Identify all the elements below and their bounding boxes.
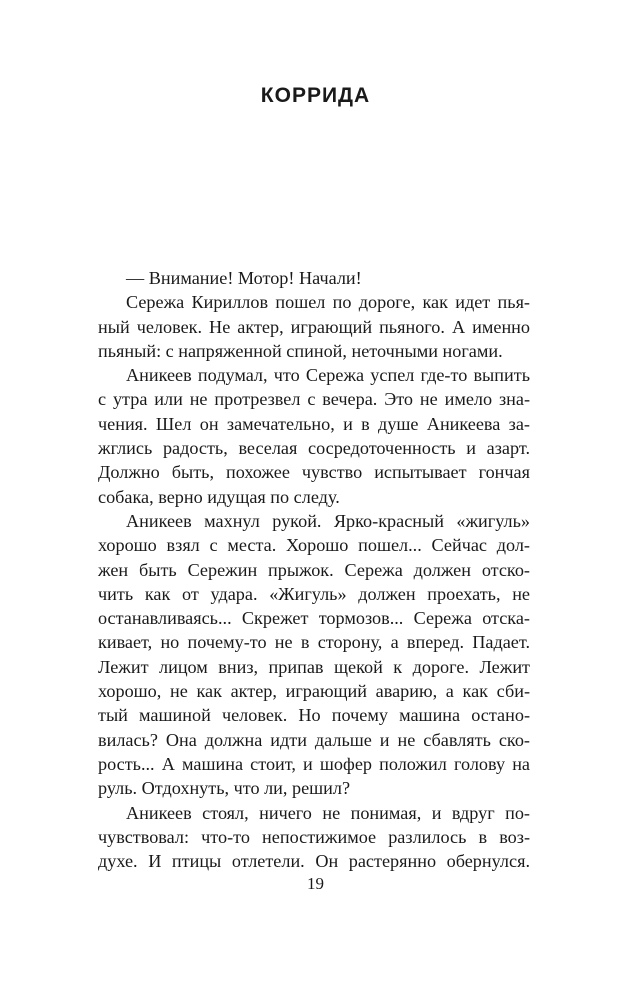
text-line: Аникеев махнул рукой. Ярко-красный «жигуль» xyxy=(126,510,530,531)
body-text xyxy=(98,266,530,873)
text-line: чить как от удара. «Жигуль» должен проехать, не xyxy=(98,583,530,604)
text-line: Аникеев стоял, ничего не понимая, и вдруг по- xyxy=(126,802,530,823)
text-line: Должно быть, похожее чувство испытывает гончая xyxy=(98,462,530,483)
text-line: духе. И птицы отлетели. Он растерянно обернулся. xyxy=(98,851,530,872)
text-line: Сережа Кириллов пошел по дороге, как идет пья- xyxy=(126,292,530,313)
chapter-title: КОРРИДА xyxy=(260,84,371,107)
text-line: кивает, но почему-то не в сторону, а вперед. Падает. xyxy=(98,632,530,653)
text-line: вилась? Она должна идти дальше и не сбавлять ско- xyxy=(98,729,530,750)
text-line: ный человек. Не актер, играющий пьяного. А именно xyxy=(98,316,530,337)
text-line: хорошо, не как актер, играющий аварию, а как сби- xyxy=(98,681,530,702)
text-line: рость... А машина стоит, и шофер положил голову на xyxy=(98,753,530,774)
text-line: собака, верно идущая по следу. xyxy=(98,486,340,507)
page-number: 19 xyxy=(307,874,324,893)
text-line: чувствовал: что-то непостижимое разлилось в воз- xyxy=(98,826,530,847)
text-line: Лежит лицом вниз, припав щекой к дороге. Лежит xyxy=(98,656,530,677)
text-line: чения. Шел он замечательно, и в душе Аникеева за- xyxy=(98,413,530,434)
text-line: с утра или не протрезвел с вечера. Это не имело зна- xyxy=(98,389,530,410)
text-line: жглись радость, веселая сосредоточенность и азарт. xyxy=(98,438,530,459)
text-line: Аникеев подумал, что Сережа успел где-то выпить xyxy=(126,365,530,386)
text-line: хорошо взял с места. Хорошо пошел... Сейчас дол- xyxy=(98,535,530,556)
text-line: тый машиной человек. Но почему машина остано- xyxy=(98,705,530,726)
text-line: останавливаясь... Скрежет тормозов... Сережа отска- xyxy=(98,608,530,629)
text-line: руль. Отдохнуть, что ли, решил? xyxy=(98,778,351,799)
text-line: — Внимание! Мотор! Начали! xyxy=(126,268,362,288)
text-line: жен быть Сережин прыжок. Сережа должен отско- xyxy=(98,559,530,580)
text-line: пьяный: с напряженной спиной, неточными ногами. xyxy=(98,340,503,361)
